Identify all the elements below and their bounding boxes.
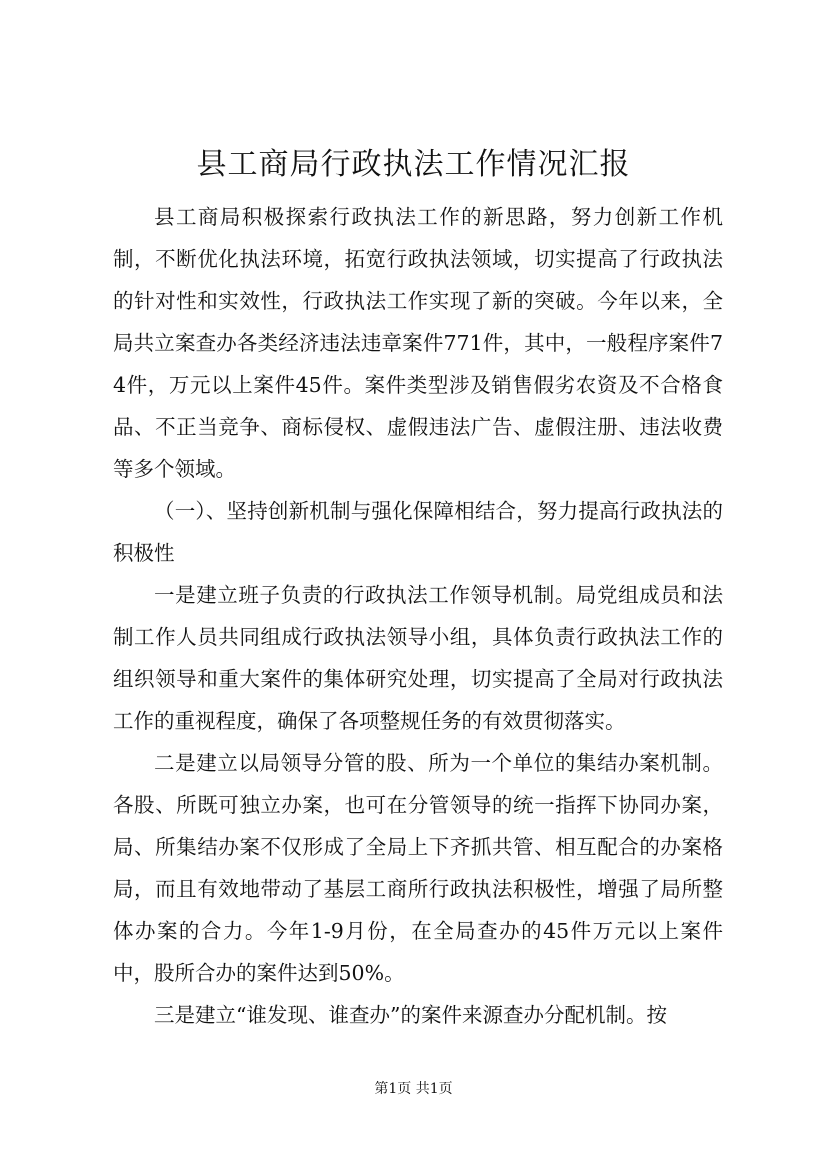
document-title: 县工商局行政执法工作情况汇报 [196, 147, 631, 182]
paragraph-mechanism-3: 三是建立“谁发现、谁查办”的案件来源查办分配机制。按 [154, 1003, 667, 1027]
paragraph-mechanism-2: 二是建立以局领导分管的股、所为一个单位的集结办案机制。各股、所既可独立办案，也可在分管领导的统一指挥下协同办案，局、所集结办案不仅形成了全局上下齐抓共管、相互配合的办案格局，而且有效地带动了基层工商所行政执法积极性，增强了局所整体办案的合力。今年1-9月份，在全局查办的45件万元以上案件中，股所合办的案件达到50%。 [113, 751, 723, 985]
intro-paragraph: 县工商局积极探索行政执法工作的新思路，努力创新工作机制，不断优化执法环境，拓宽行政执法领域，切实提高了行政执法的针对性和实效性，行政执法工作实现了新的突破。今年以来，全局共立案查办各类经济违法违章案件771件，其中，一般程序案件74件，万元以上案件45件。案件类型涉及销售假劣农资及不合格食品、不正当竞争、商标侵权、虚假违法广告、虚假注册、违法收费等多个领域。 [113, 205, 723, 481]
page-footer: 第1页 共1页 [374, 1081, 453, 1097]
section-heading-1: （一）、坚持创新机制与强化保障相结合，努力提高行政执法的积极性 [113, 499, 723, 565]
paragraph-mechanism-1: 一是建立班子负责的行政执法工作领导机制。局党组成员和法制工作人员共同组成行政执法领导小组，具体负责行政执法工作的组织领导和重大案件的集体研究处理，切实提高了全局对行政执法工作的重视程度，确保了各项整规任务的有效贯彻落实。 [113, 583, 723, 733]
document-body [113, 196, 723, 1036]
